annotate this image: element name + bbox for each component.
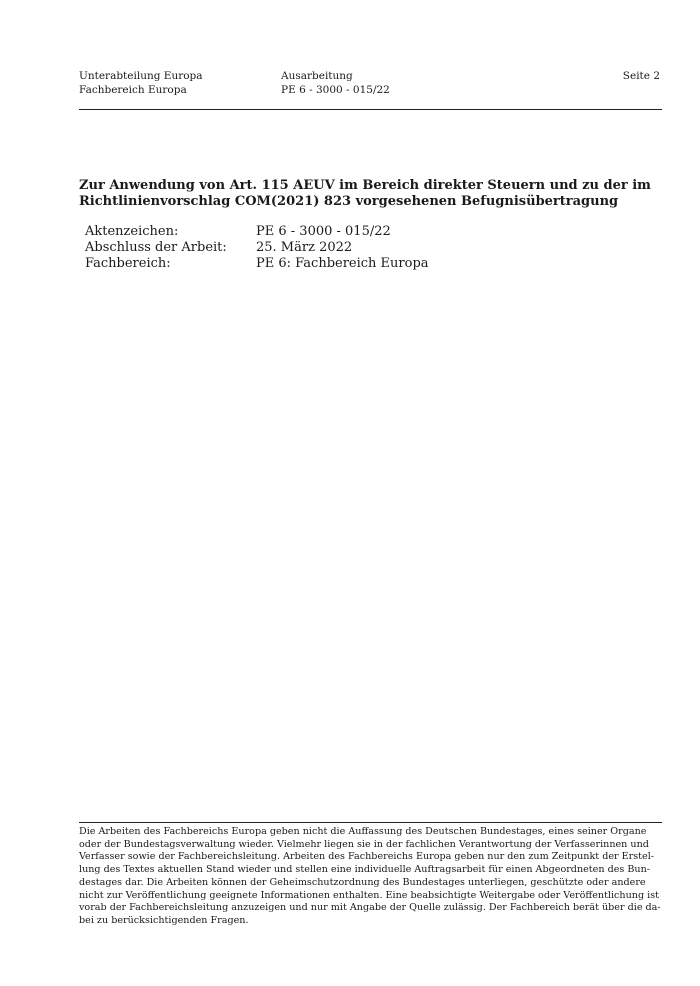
document-title xyxy=(79,178,651,210)
header-department xyxy=(79,70,203,97)
disclaimer xyxy=(79,826,661,928)
disclaimer-line: oder der Bundestagsverwaltung wieder. Vielmehr liegen sie in der fachlichen Verantwortung der Verfasserinnen und xyxy=(79,838,649,850)
footer-divider xyxy=(79,822,662,823)
header-reference-number: PE 6 - 3000 - 015/22 xyxy=(281,83,390,96)
disclaimer-line: Die Arbeiten des Fachbereichs Europa geben nicht die Auffassung des Deutschen Bundestages, eines seiner Organe xyxy=(79,826,647,837)
header-divider xyxy=(79,109,662,110)
page-number: Seite 2 xyxy=(622,70,660,82)
meta-value: 25. März 2022 xyxy=(256,240,353,255)
meta-label: Aktenzeichen: xyxy=(85,224,179,239)
disclaimer-line: Verfasser sowie der Fachbereichsleitung. Arbeiten des Fachbereichs Europa geben nur den zum Zeitpunkt der Erstel- xyxy=(79,851,655,863)
meta-label: Fachbereich: xyxy=(85,256,171,271)
header-division: Fachbereich Europa xyxy=(79,83,187,96)
meta-label: Abschluss der Arbeit: xyxy=(85,240,227,255)
meta-value: PE 6 - 3000 - 015/22 xyxy=(256,224,391,239)
meta-value: PE 6: Fachbereich Europa xyxy=(256,256,429,271)
disclaimer-line: bei zu berücksichtigenden Fragen. xyxy=(79,914,249,926)
header-document-info xyxy=(281,70,390,97)
disclaimer-line: vorab der Fachbereichsleitung anzuzeigen und nur mit Angabe der Quelle zulässig. Der Fachbereich berät über die da- xyxy=(79,902,661,914)
disclaimer-line: destages dar. Die Arbeiten können der Geheimschutzordnung des Bundestages unterliegen, geschützte oder andere xyxy=(79,876,646,888)
header-document-type: Ausarbeitung xyxy=(281,70,353,82)
disclaimer-line: lung des Textes aktuellen Stand wieder und stellen eine individuelle Auftragsarbeit für einen Abgeordneten des Bun- xyxy=(79,864,651,876)
disclaimer-line: nicht zur Veröffentlichung geeignete Informationen enthalten. Eine beabsichtigte Weitergabe oder Veröffentlichung ist xyxy=(79,889,659,901)
title-line: Richtlinienvorschlag COM(2021) 823 vorgesehenen Befugnisübertragung xyxy=(79,194,619,209)
header-subdivision: Unterabteilung Europa xyxy=(79,70,203,82)
page-header xyxy=(79,70,662,110)
title-line: Zur Anwendung von Art. 115 AEUV im Bereich direkter Steuern und zu der im xyxy=(79,178,651,193)
